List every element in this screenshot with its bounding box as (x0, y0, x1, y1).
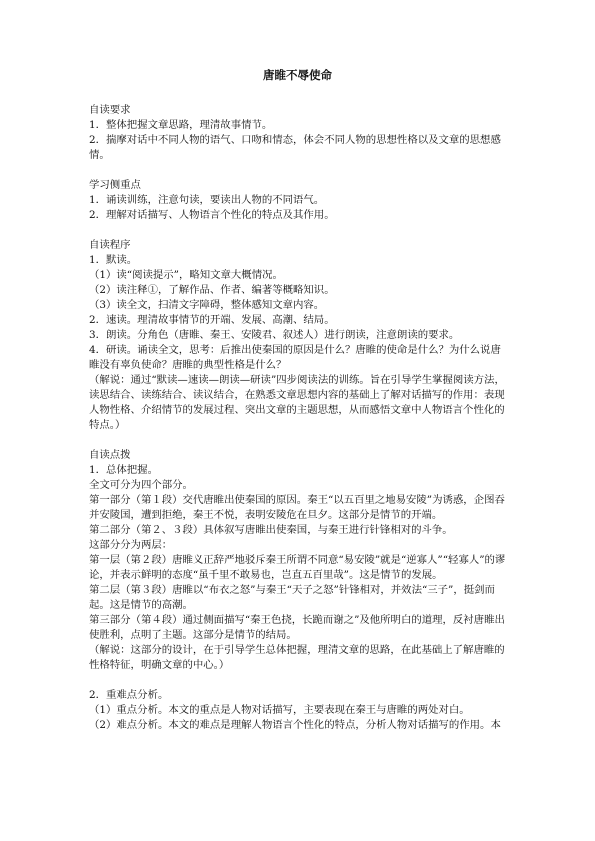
section-learning-focus (89, 178, 507, 223)
section-heading: 自读要求 (89, 104, 131, 116)
paragraph: 3．朗读。分角色（唐睢、秦王、安陵君、叙述人）进行朗读，注意朗读的要求。 (89, 329, 460, 341)
paragraph: 2．理解对话描写、人物语言个性化的特点及其作用。 (89, 209, 335, 221)
paragraph: 第二层（第３段）唐睢以“布衣之怒”与秦王“天子之怒”针锋相对，并效法“三子”，挺剑而起。这是情节的高潮。 (89, 584, 495, 611)
section-reading-requirements (89, 103, 507, 163)
paragraph: 第三部分（第４段）通过侧面描写“秦王色挠，长跪而谢之”及他所明白的道理，反衬唐睢出使胜利，点明了主题。这部分是情节的结局。 (89, 614, 505, 641)
paragraph: 1．整体把握文章思路，理清故事情节。 (89, 119, 273, 131)
section-heading: 自读程序 (89, 239, 131, 251)
section-heading: 2．重难点分析。 (89, 689, 169, 701)
paragraph: 全文可分为四个部分。 (89, 479, 193, 491)
section-heading: 自读点拨 (89, 449, 131, 461)
paragraph: 1．诵读训练，注意句读，要读出人物的不同语气。 (89, 194, 325, 206)
paragraph: （2）读注释①，了解作品、作者、编著等概略知识。 (89, 284, 335, 296)
document-title: 唐睢不辱使命 (263, 68, 332, 82)
paragraph: 1．默读。 (89, 254, 138, 266)
paragraph: 第一层（第２段）唐睢义正辞严地驳斥秦王所谓不同意“易安陵”就是“逆寡人”“轻寡人”的谬论，并表示鲜明的态度“虽千里不敢易也，岂直五百里哉”。这是情节的发展。 (89, 554, 506, 581)
section-heading: 学习侧重点 (89, 179, 141, 191)
paragraph: 这部分分为两层： (89, 539, 173, 551)
paragraph: 第二部分（第２、３段）具体叙写唐睢出使秦国，与秦王进行针锋相对的斗争。 (89, 524, 453, 536)
document-body (89, 103, 507, 748)
paragraph: 4．研读。诵读全文，思考：后推出使秦国的原因是什么？唐睢的使命是什么？为什么说唐睢没有辜负使命？唐睢的典型性格是什么？ (89, 344, 501, 371)
paragraph: 1．总体把握。 (89, 464, 158, 476)
paragraph: （3）读全文，扫清文字障碍，整体感知文章内容。 (89, 299, 325, 311)
paragraph: （1）重点分析。本文的重点是人物对话描写，主要表现在秦王与唐睢的两处对白。 (89, 704, 470, 716)
paragraph: （2）难点分析。本文的难点是理解人物语言个性化的特点，分析人物对话描写的作用。本 (89, 719, 501, 731)
paragraph: （解说：通过“默读—速读—朗读—研读”四步阅读法的训练。旨在引导学生掌握阅读方法，读思结合、读练结合、读议结合，在熟悉文章思想内容的基础上了解对话描写的作用：表现人物性格、介绍情节的发展过程、突出文章的主题思想，从而感悟文章中人物语言个性化的特点。） (89, 374, 505, 431)
paragraph: 2．速读。理清故事情节的开端、发展、高潮、结局。 (89, 314, 335, 326)
paragraph: （解说：这部分的设计，在于引导学生总体把握，理清文章的思路，在此基础上了解唐睢的性格特征，明确文章的中心。） (89, 644, 505, 671)
section-key-difficult-points (89, 688, 507, 733)
paragraph: 第一部分（第１段）交代唐睢出使秦国的原因。秦王“以五百里之地易安陵”为诱惑，企图吞并安陵国，遭到拒绝，秦王不悦，表明安陵危在旦夕。这部分是情节的开端。 (89, 494, 505, 521)
paragraph: 2．揣摩对话中不同人物的语气、口吻和情态，体会不同人物的思想性格以及文章的思想感情。 (89, 134, 501, 161)
section-reading-procedure (89, 238, 507, 433)
paragraph: （1）读“阅读提示”，略知文章大概情况。 (89, 269, 283, 281)
section-reading-guidance (89, 448, 507, 673)
